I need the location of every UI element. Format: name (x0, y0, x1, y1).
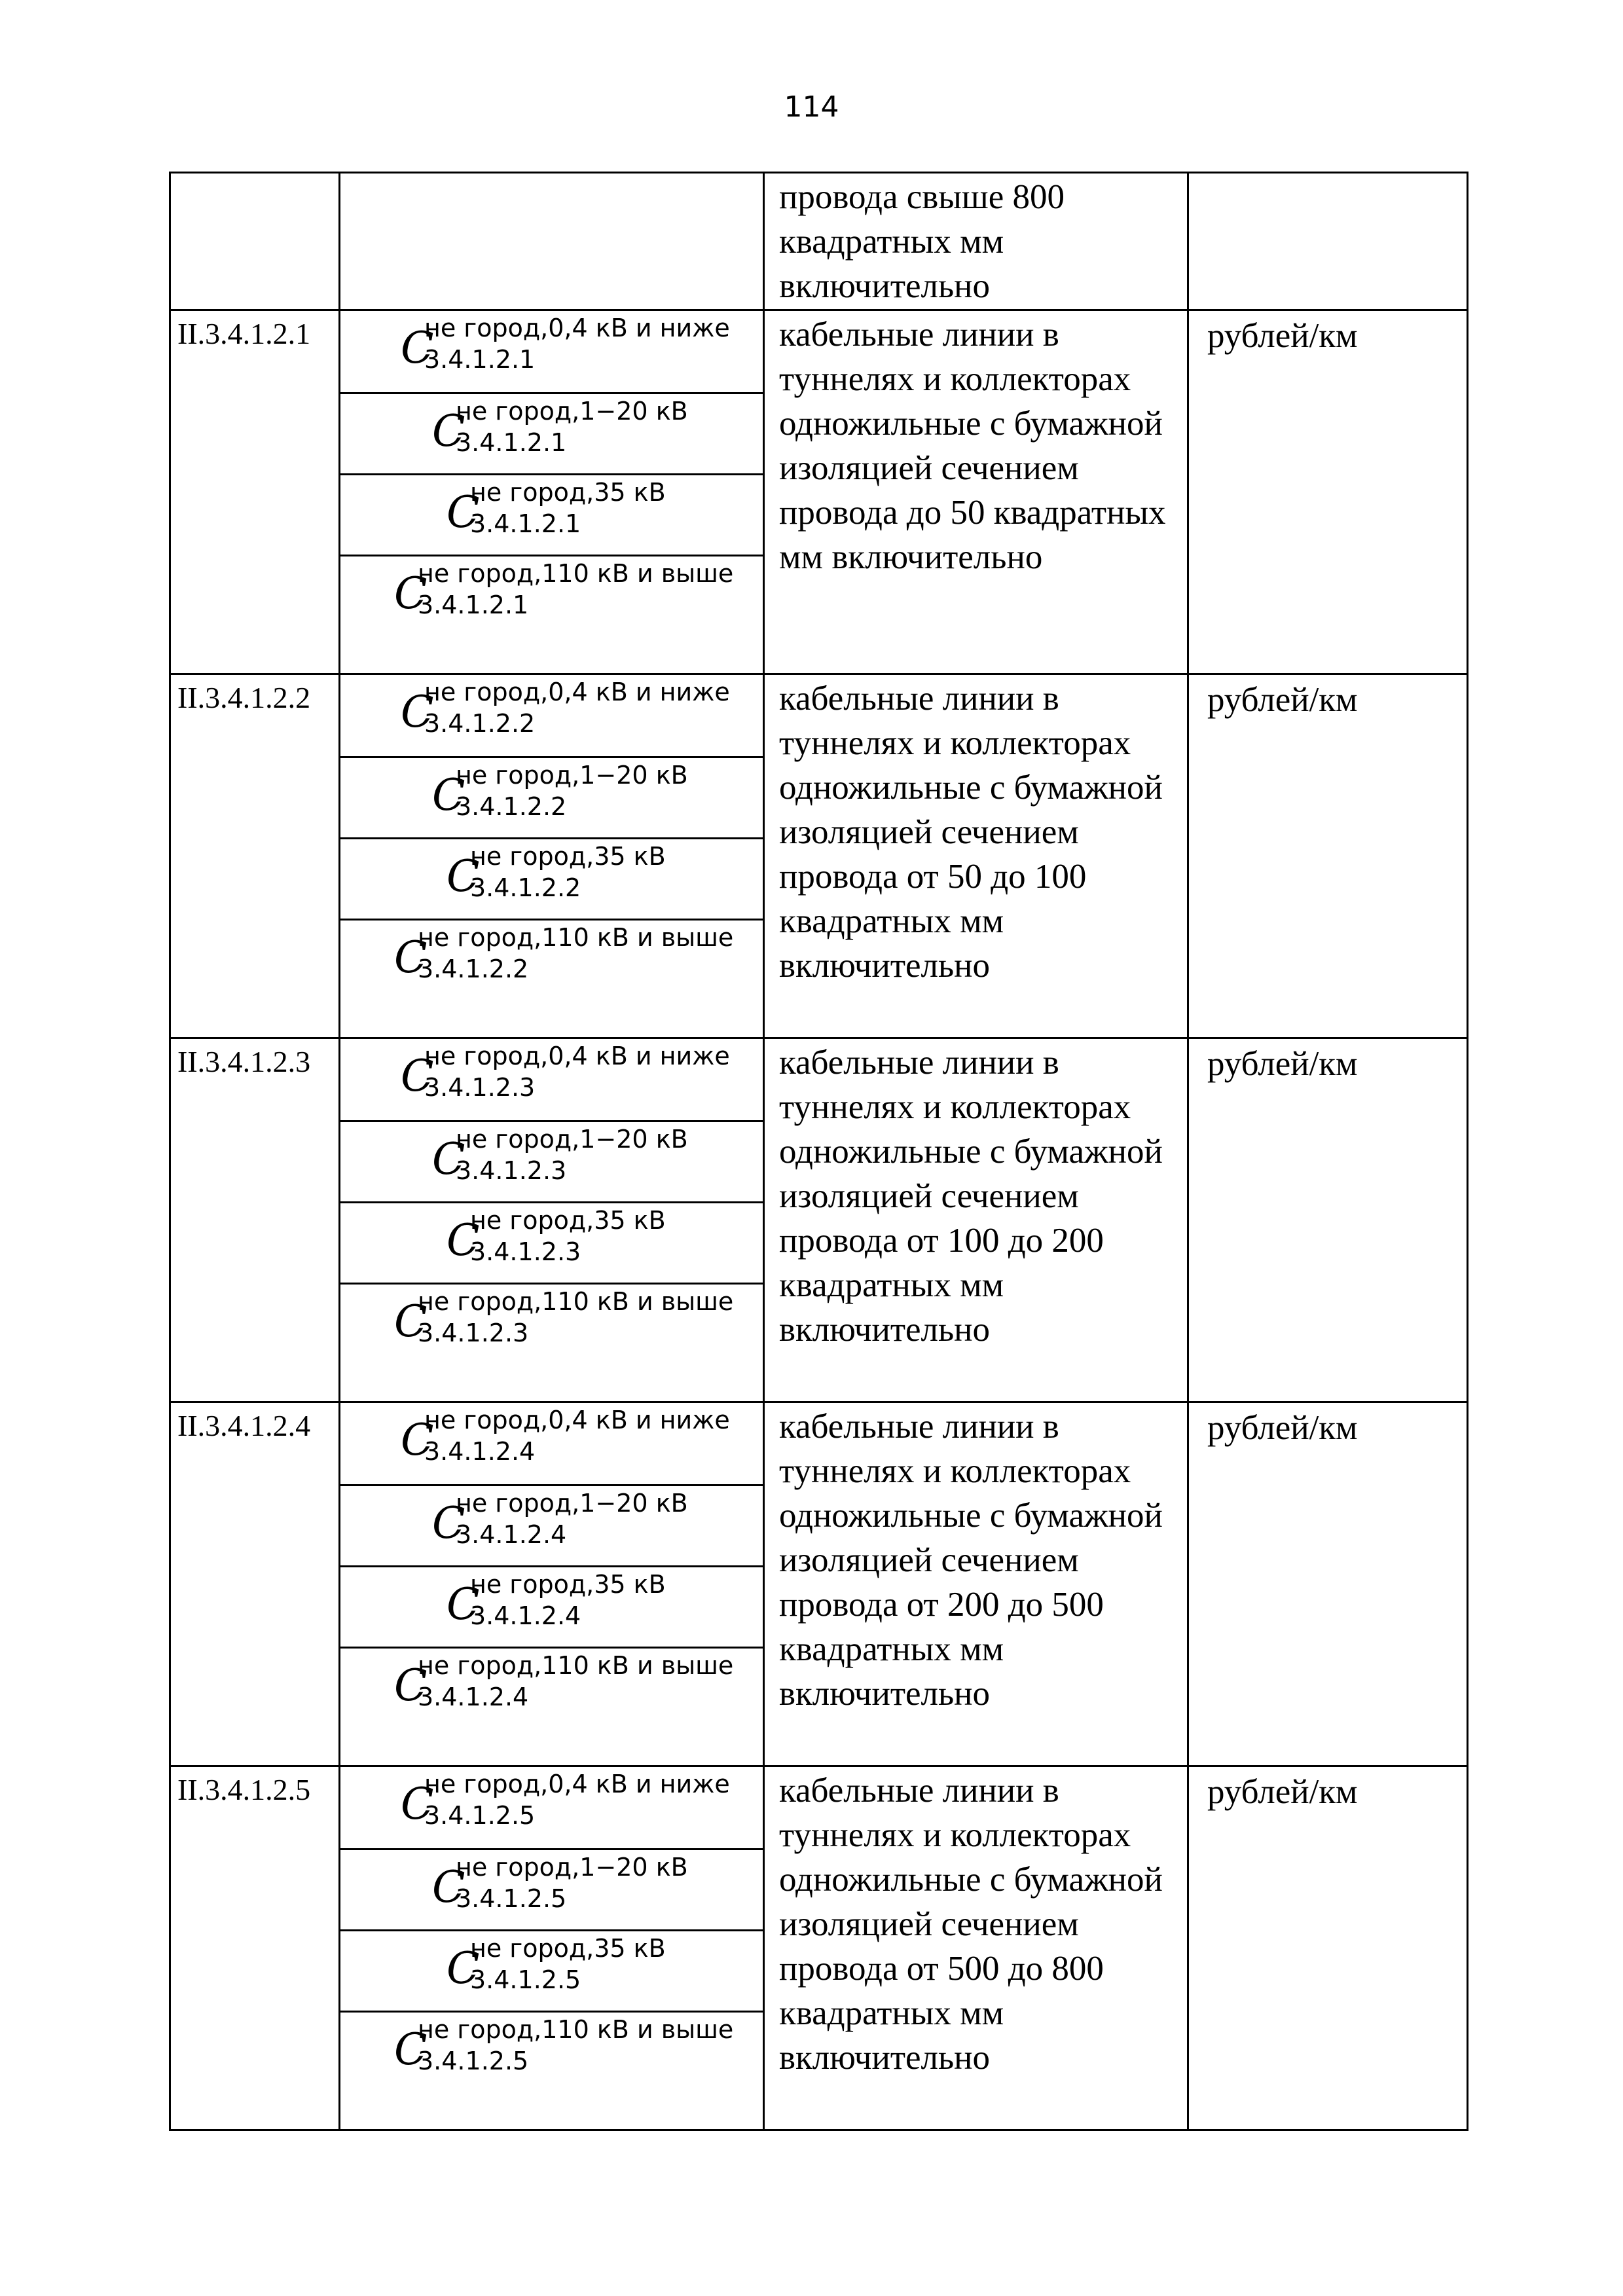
rate-formula (340, 1039, 763, 1120)
formula-subscript: 3.4.1.2.4 (456, 1520, 567, 1549)
rate-symbol: C (394, 1660, 428, 1711)
row-code: II.3.4.1.2.4 (170, 1402, 340, 1766)
rate-symbol: C (401, 1779, 434, 1829)
rate-symbol: C (394, 2024, 428, 2075)
page-number: 114 (784, 90, 839, 124)
rate-symbol: C (401, 687, 434, 737)
rate-formula (340, 311, 763, 392)
formula-subscript: 3.4.1.2.2 (424, 709, 536, 738)
table-row (170, 1038, 1468, 1402)
code-cell (170, 173, 340, 310)
rate-formula (340, 1565, 763, 1647)
formula-subscript: 3.4.1.2.2 (418, 955, 529, 983)
rate-symbol: C (432, 1862, 465, 1912)
row-code: II.3.4.1.2.3 (170, 1038, 340, 1402)
formula-subscript: 3.4.1.2.4 (424, 1437, 536, 1466)
unit-cell: рублей/км (1188, 1766, 1468, 2130)
formula-cell (340, 674, 764, 1038)
rate-symbol: C (447, 487, 480, 538)
rate-symbol: C (432, 406, 465, 456)
formula-cell (340, 310, 764, 674)
rate-symbol: C (432, 770, 465, 820)
rate-formula (340, 1929, 763, 2011)
rate-formula (340, 1484, 763, 1565)
formula-subscript: 3.4.1.2.1 (424, 345, 536, 374)
formula-superscript: не город,110 кВ и выше (418, 2015, 734, 2044)
rate-formula (340, 837, 763, 919)
rate-symbol: C (394, 568, 428, 619)
formula-superscript: не город,1−20 кВ (456, 1853, 688, 1882)
formula-subscript: 3.4.1.2.5 (470, 1965, 581, 1994)
formula-subscript: 3.4.1.2.2 (456, 792, 567, 821)
formula-subscript: 3.4.1.2.1 (418, 591, 529, 619)
rate-formula (340, 1767, 763, 1848)
rate-formula (340, 1201, 763, 1283)
rate-formula (340, 392, 763, 473)
formula-superscript: не город,1−20 кВ (456, 1489, 688, 1518)
table-row (170, 674, 1468, 1038)
description-cell: кабельные линии в туннелях и коллекторах одножильные с бумажной изоляцией сечением провода от 100 до 200 квадратных мм включительно (764, 1038, 1188, 1402)
formula-superscript: не город,35 кВ (470, 1570, 666, 1599)
rate-formula (340, 1283, 763, 1399)
rate-formula (340, 756, 763, 837)
formula-superscript: не город,1−20 кВ (456, 761, 688, 790)
formula-subscript: 3.4.1.2.3 (418, 1319, 529, 1347)
formula-superscript: не город,35 кВ (470, 842, 666, 871)
row-code: II.3.4.1.2.1 (170, 310, 340, 674)
formula-cell (340, 1402, 764, 1766)
description-cell: кабельные линии в туннелях и коллекторах одножильные с бумажной изоляцией сечением провода до 50 квадратных мм включительно (764, 310, 1188, 674)
table-row (170, 1402, 1468, 1766)
rate-formula (340, 1403, 763, 1484)
formula-subscript: 3.4.1.2.3 (470, 1237, 581, 1266)
description-cell: кабельные линии в туннелях и коллекторах одножильные с бумажной изоляцией сечением провода от 50 до 100 квадратных мм включительно (764, 674, 1188, 1038)
formula-cell (340, 1038, 764, 1402)
row-code: II.3.4.1.2.5 (170, 1766, 340, 2130)
rate-symbol: C (401, 323, 434, 373)
rate-symbol: C (401, 1051, 434, 1101)
formula-subscript: 3.4.1.2.5 (424, 1801, 536, 1830)
unit-cell: рублей/км (1188, 1402, 1468, 1766)
description-cell: кабельные линии в туннелях и коллекторах одножильные с бумажной изоляцией сечением провода от 200 до 500 квадратных мм включительно (764, 1402, 1188, 1766)
rate-formula (340, 919, 763, 1035)
formula-superscript: не город,110 кВ и выше (418, 559, 734, 588)
formula-superscript: не город,0,4 кВ и ниже (424, 1042, 730, 1070)
rate-formula (340, 473, 763, 555)
formula-superscript: не город,0,4 кВ и ниже (424, 1406, 730, 1434)
formula-superscript: не город,0,4 кВ и ниже (424, 314, 730, 342)
formula-superscript: не город,35 кВ (470, 1206, 666, 1235)
unit-cell: рублей/км (1188, 1038, 1468, 1402)
rate-symbol: C (447, 851, 480, 902)
formula-superscript: не город,110 кВ и выше (418, 923, 734, 952)
unit-cell: рублей/км (1188, 674, 1468, 1038)
unit-cell (1188, 173, 1468, 310)
formula-subscript: 3.4.1.2.1 (456, 428, 567, 457)
formula-superscript: не город,0,4 кВ и ниже (424, 1770, 730, 1798)
formula-superscript: не город,35 кВ (470, 1934, 666, 1963)
formula-subscript: 3.4.1.2.2 (470, 873, 581, 902)
unit-cell: рублей/км (1188, 310, 1468, 674)
formula-superscript: не город,110 кВ и выше (418, 1651, 734, 1680)
formula-subscript: 3.4.1.2.1 (470, 509, 581, 538)
rate-symbol: C (401, 1415, 434, 1465)
formula-cell (340, 173, 764, 310)
formula-subscript: 3.4.1.2.3 (456, 1156, 567, 1185)
formula-cell (340, 1766, 764, 2130)
formula-subscript: 3.4.1.2.4 (418, 1683, 529, 1711)
formula-superscript: не город,35 кВ (470, 478, 666, 507)
formula-subscript: 3.4.1.2.3 (424, 1073, 536, 1102)
rate-formula (340, 1647, 763, 1763)
rate-formula (340, 1120, 763, 1201)
rate-symbol: C (394, 1296, 428, 1347)
formula-subscript: 3.4.1.2.5 (456, 1884, 567, 1913)
formula-subscript: 3.4.1.2.5 (418, 2047, 529, 2075)
formula-subscript: 3.4.1.2.4 (470, 1601, 581, 1630)
formula-superscript: не город,110 кВ и выше (418, 1287, 734, 1316)
rate-formula (340, 1848, 763, 1929)
rate-symbol: C (432, 1498, 465, 1548)
rate-formula (340, 555, 763, 671)
rate-symbol: C (432, 1134, 465, 1184)
rate-symbol: C (394, 932, 428, 983)
formula-superscript: не город,1−20 кВ (456, 397, 688, 426)
formula-superscript: не город,1−20 кВ (456, 1125, 688, 1154)
rate-symbol: C (447, 1579, 480, 1630)
table-row-continuation (170, 173, 1468, 310)
description-cell: кабельные линии в туннелях и коллекторах одножильные с бумажной изоляцией сечением провода от 500 до 800 квадратных мм включительно (764, 1766, 1188, 2130)
table-row (170, 1766, 1468, 2130)
description-cell: провода свыше 800 квадратных мм включительно (764, 173, 1188, 310)
row-code: II.3.4.1.2.2 (170, 674, 340, 1038)
table-row (170, 310, 1468, 674)
tariff-table (169, 172, 1468, 2131)
formula-superscript: не город,0,4 кВ и ниже (424, 678, 730, 706)
rate-symbol: C (447, 1215, 480, 1266)
rate-formula (340, 675, 763, 756)
rate-symbol: C (447, 1943, 480, 1994)
rate-formula (340, 2011, 763, 2127)
